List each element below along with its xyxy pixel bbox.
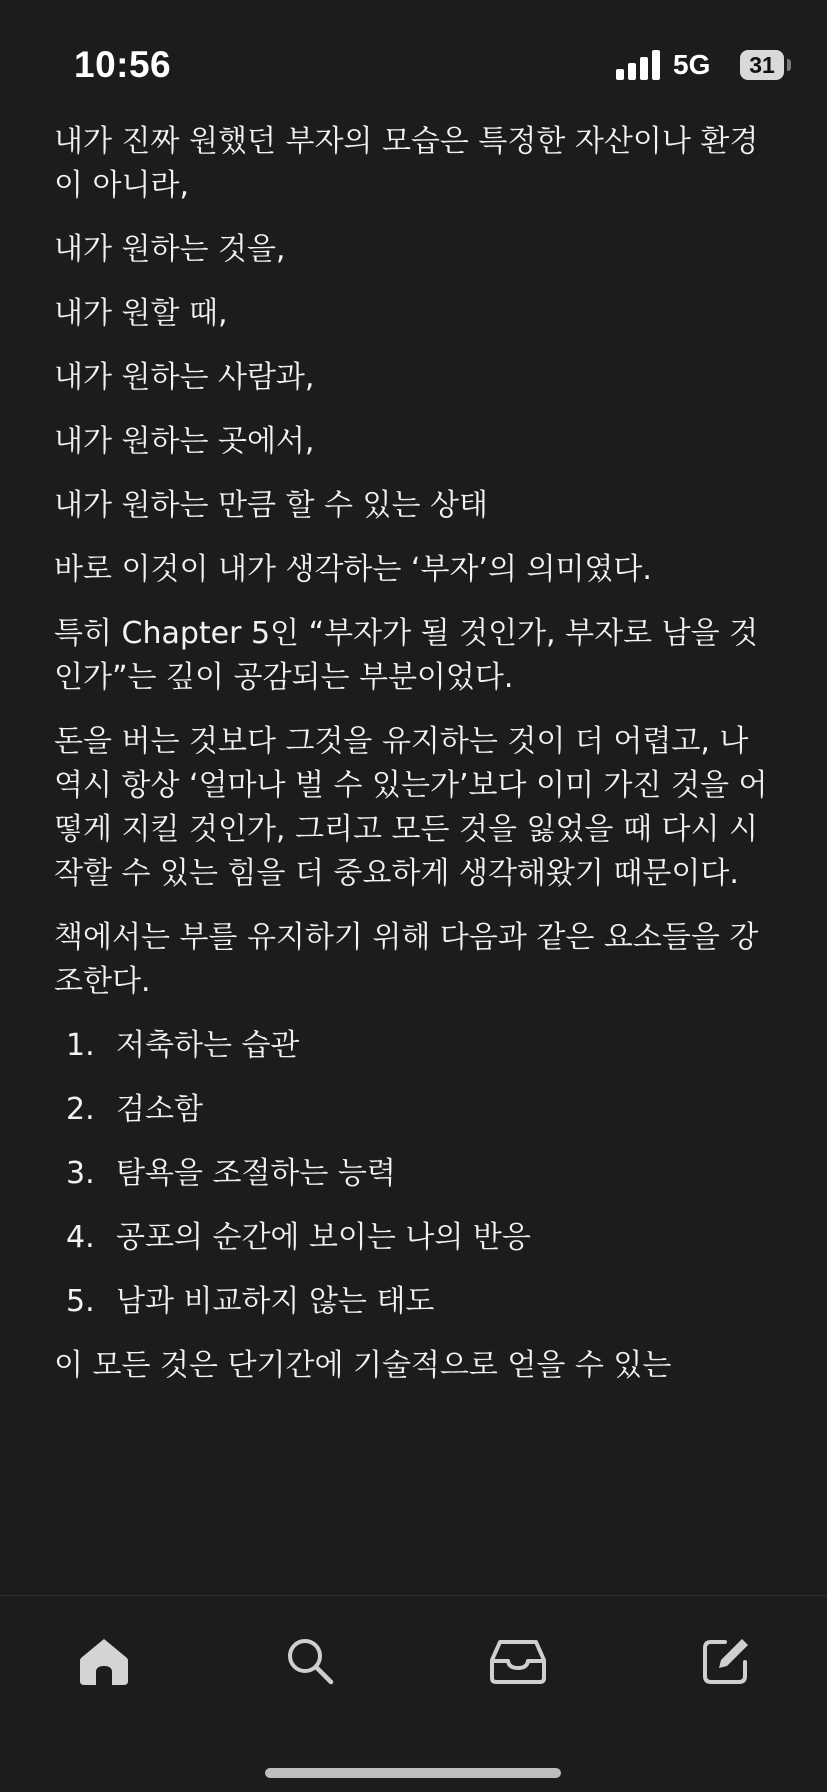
- list-text: 탐욕을 조절하는 능력: [116, 1156, 396, 1191]
- list-number: 1.: [66, 1028, 95, 1063]
- cellular-signal-icon: [616, 50, 662, 80]
- list-item: [54, 1088, 774, 1132]
- list-text: 공포의 순간에 보이는 나의 반응: [116, 1220, 531, 1255]
- home-indicator[interactable]: [265, 1768, 561, 1778]
- status-bar: [0, 0, 827, 110]
- list-text: 검소함: [116, 1092, 203, 1127]
- paragraph: 이 모든 것은 단기간에 기술적으로 얻을 수 있는: [54, 1348, 672, 1383]
- paragraph: 내가 원하는 사람과,: [54, 360, 315, 395]
- list-text: 저축하는 습관: [116, 1028, 300, 1063]
- home-icon[interactable]: [77, 1634, 131, 1688]
- list-number: 4.: [66, 1220, 95, 1255]
- list-item: [54, 1152, 774, 1196]
- list-item: [54, 1280, 774, 1324]
- paragraph: 특히 Chapter 5인 “부자가 될 것인가, 부자로 남을 것인가”는 깊이 공감되는 부분이었다.: [54, 616, 759, 695]
- paragraph: 책에서는 부를 유지하기 위해 다음과 같은 요소들을 강조한다.: [54, 920, 759, 999]
- list-number: 5.: [66, 1284, 95, 1319]
- paragraph: 내가 진짜 원했던 부자의 모습은 특정한 자산이나 환경이 아니라,: [54, 124, 759, 203]
- battery-icon: [740, 50, 784, 80]
- bottom-tab-bar: [0, 1595, 827, 1792]
- paragraph: 돈을 버는 것보다 그것을 유지하는 것이 더 어렵고, 나 역시 항상 ‘얼마나 벌 수 있는가’보다 이미 가진 것을 어떻게 지킬 것인가, 그리고 모든 것을 잃었을 때 다시 시작할 수 있는 힘을 더 중요하게 생각해왔기 때문이다.: [54, 724, 768, 891]
- article-body: [54, 120, 774, 1595]
- compose-icon[interactable]: [699, 1634, 753, 1688]
- paragraph: 내가 원할 때,: [54, 296, 228, 331]
- list-text: 남과 비교하지 않는 태도: [116, 1284, 435, 1319]
- list-number: 3.: [66, 1156, 95, 1191]
- paragraph: 내가 원하는 것을,: [54, 232, 286, 267]
- paragraph: 바로 이것이 내가 생각하는 ‘부자’의 의미였다.: [54, 552, 652, 587]
- list-number: 2.: [66, 1092, 95, 1127]
- battery-nub: [787, 59, 791, 71]
- list-item: [54, 1024, 774, 1068]
- paragraph: 내가 원하는 만큼 할 수 있는 상태: [54, 488, 488, 523]
- search-icon[interactable]: [283, 1634, 337, 1688]
- inbox-icon[interactable]: [488, 1634, 542, 1688]
- paragraph: 내가 원하는 곳에서,: [54, 424, 315, 459]
- battery-level: 31: [749, 51, 775, 78]
- network-type: 5G: [673, 49, 711, 80]
- numbered-list: [54, 1024, 774, 1324]
- list-item: [54, 1216, 774, 1260]
- status-time: 10:56: [74, 44, 172, 85]
